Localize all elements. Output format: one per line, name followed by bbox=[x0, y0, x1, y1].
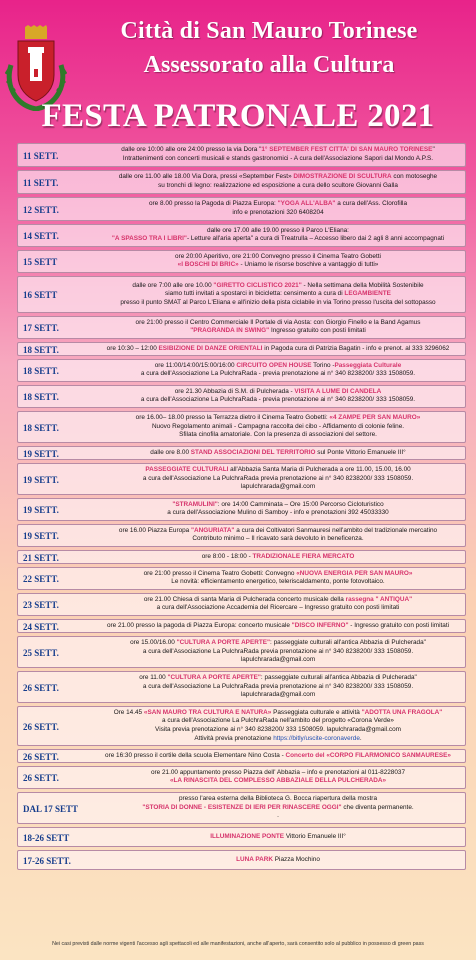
event-line bbox=[94, 200, 462, 209]
event-highlight: «I BOSCHI DI BRIC» bbox=[177, 261, 239, 269]
event-text: ore 15.00/16.00 bbox=[130, 639, 177, 647]
event-date: 21 SETT. bbox=[23, 552, 59, 563]
event-text: con motoseghe bbox=[391, 173, 438, 181]
event-text: a cura dell'Associazione Accademia del Ricercare – Ingresso gratuito con posti limitati bbox=[156, 604, 400, 612]
event-description bbox=[94, 795, 462, 821]
event-line bbox=[94, 553, 462, 562]
event-text: - Ingresso gratuito con posti limitati bbox=[348, 621, 450, 629]
event-text: ore 10:30 – 12:00 bbox=[106, 344, 159, 352]
event-row bbox=[17, 250, 466, 273]
event-date: 26 SETT. bbox=[23, 682, 59, 693]
event-line bbox=[94, 290, 462, 299]
event-description bbox=[94, 282, 462, 308]
event-row bbox=[17, 619, 466, 633]
event-description bbox=[94, 856, 462, 865]
event-text: Ingresso gratuito con posti limitati bbox=[269, 327, 366, 335]
event-text: ore 11:00/14:00/15:00/16:00 bbox=[154, 361, 237, 369]
event-row bbox=[17, 446, 466, 460]
event-text: Visita previa prenotazione ai n° 340 8238200/ 333 1508059. lapulchrarada@gmail.com bbox=[155, 725, 401, 733]
event-line bbox=[94, 173, 462, 182]
event-text: dalle ore 7:00 alle ore 10.00 bbox=[132, 281, 214, 289]
event-row bbox=[17, 463, 466, 495]
event-line bbox=[94, 535, 462, 544]
event-line bbox=[94, 227, 462, 236]
event-highlight: "ANGURIATA" bbox=[191, 526, 235, 534]
event-line bbox=[94, 777, 462, 786]
event-row bbox=[17, 359, 466, 382]
event-text: ore 21:00 presso il Centro Commerciale Il Portale di via Aosta: con Giorgio Finello e la Band Agamus bbox=[135, 318, 421, 326]
event-description bbox=[94, 388, 462, 405]
event-line bbox=[94, 735, 462, 744]
event-line bbox=[94, 726, 462, 735]
event-highlight: «SAN MAURO TRA CULTURA E NATURA» bbox=[143, 708, 272, 716]
event-text: presso l'area esterna della Biblioteca G. Bocca riapertura della mostra bbox=[178, 795, 377, 803]
event-date: 11 SETT. bbox=[23, 177, 59, 188]
event-line bbox=[94, 812, 462, 821]
event-highlight: ILLUMINAZIONE PONTE bbox=[210, 832, 285, 840]
event-line bbox=[94, 345, 462, 354]
event-date: 17 SETT. bbox=[23, 323, 59, 333]
event-line bbox=[94, 483, 462, 492]
event-row bbox=[17, 342, 466, 356]
event-line bbox=[94, 182, 462, 191]
event-text: - Uniamo le risorse boschive a vantaggio di tutti» bbox=[238, 261, 379, 269]
event-text: ore 21.00 presso la pagoda di Piazza Europa: concerto musicale bbox=[106, 621, 292, 629]
event-text: che diventa permanente. bbox=[341, 803, 414, 811]
event-line bbox=[94, 833, 462, 842]
event-description bbox=[94, 414, 462, 440]
event-text: dalle ore 17.00 alle 19.00 presso il Parco L'Eliana: bbox=[207, 226, 349, 234]
event-line bbox=[94, 319, 462, 328]
event-date: 12 SETT. bbox=[23, 204, 59, 215]
city-title: Città di San Mauro Torinese bbox=[120, 18, 418, 44]
event-text: Le novità: efficientamento energetico, teleriscaldamento, ponte fotovoltaico. bbox=[171, 578, 385, 586]
event-text: lapulchrarada@gmail.com bbox=[240, 483, 316, 491]
event-highlight: "CULTURA A PORTE APERTE" bbox=[167, 674, 261, 682]
event-line bbox=[94, 327, 462, 336]
event-row bbox=[17, 749, 466, 763]
event-text: presso il punto SMAT al Parco L'Eliana e all'inizio della pista ciclabile in via Torino presso l'uscita del sottopasso bbox=[120, 298, 436, 306]
event-description bbox=[94, 146, 462, 163]
event-row bbox=[17, 197, 466, 221]
event-text: - Nella settimana della Mobilità Sostenibile bbox=[301, 281, 424, 289]
event-date: 18 SETT. bbox=[23, 392, 59, 402]
event-text: . bbox=[359, 734, 362, 742]
event-row bbox=[17, 593, 466, 616]
event-text: ore 21.00 appuntamento presso Piazza dell' Abbazia – info e prenotazioni al 011-8228037 bbox=[150, 768, 406, 776]
event-line bbox=[94, 570, 462, 579]
event-description bbox=[94, 501, 462, 518]
event-text: in Pagoda cura di Patrizia Bagatin - info e prenot. al 333 3296062 bbox=[262, 344, 450, 352]
event-description bbox=[94, 253, 462, 270]
event-line bbox=[94, 475, 462, 484]
event-description bbox=[94, 596, 462, 613]
event-text: Vittorio Emanuele III° bbox=[284, 832, 346, 840]
event-highlight: "PRAGRANDA IN SWING" bbox=[190, 327, 270, 335]
event-description bbox=[94, 752, 462, 761]
event-line bbox=[94, 683, 462, 692]
event-description bbox=[94, 319, 462, 336]
event-text: Torino - bbox=[311, 361, 335, 369]
event-line bbox=[94, 527, 462, 536]
event-text: ore 16.00 Piazza Europa bbox=[118, 526, 192, 534]
event-line bbox=[94, 856, 462, 865]
event-text: ore 8.00 presso la Pagoda di Piazza Europa: bbox=[148, 200, 278, 208]
event-description bbox=[94, 553, 462, 562]
event-row bbox=[17, 792, 466, 824]
event-text: ore 20:00 Aperitivo, ore 21:00 Convegno presso il Cinema Teatro Gobetti bbox=[175, 252, 381, 260]
green-pass-footnote: Nei casi previsti dalle norme vigenti l'accesso agli spettacoli ed alle manifestazioni, anche all'aperto, sarà consentito solo al pubblico in possesso di green pass bbox=[52, 941, 424, 947]
event-line bbox=[94, 604, 462, 613]
event-text: siamo tutti invitati a spostarci in bicicletta: censimento a cura di bbox=[165, 290, 345, 298]
event-text: a cura dell'Associazione La PulchraRada previa prenotazione ai n° 340 8238200/ 333 1508059. bbox=[142, 474, 414, 482]
event-line bbox=[94, 674, 462, 683]
event-line bbox=[94, 501, 462, 510]
event-text: ore 16.00– 18.00 presso la Terrazza dietro il Cinema Teatro Gobetti: bbox=[135, 414, 330, 422]
event-text: Contributo minimo – Il ricavato sarà devoluto in beneficenza. bbox=[192, 535, 364, 543]
event-text: a cura dell'Associazione La PulchraRada - previa prenotazione ai n° 340 8238200/ 333 1508059. bbox=[140, 396, 416, 404]
event-text: dalle ore 10:00 alle ore 24:00 presso la via Dora " bbox=[121, 146, 262, 154]
event-date: 16 SETT bbox=[23, 290, 58, 300]
event-date: 23 SETT. bbox=[23, 600, 59, 610]
event-description bbox=[94, 833, 462, 842]
event-highlight: «LA RINASCITA DEL COMPLESSO ABBAZIALE DELLA PULCHERADA» bbox=[169, 777, 387, 785]
event-highlight: Passeggiata Culturale bbox=[334, 361, 402, 369]
event-highlight: "ADOTTA UNA FRAGOLA" bbox=[361, 708, 443, 716]
event-text: dalle ore 11.00 alle 18.00 Via Dora, pressi «September Fest» bbox=[118, 173, 294, 181]
event-line bbox=[94, 622, 462, 631]
event-line bbox=[94, 509, 462, 518]
event-text: ore 16:30 presso il cortile della scuola Elementare Nino Costa - bbox=[105, 751, 286, 759]
event-row bbox=[17, 766, 466, 789]
event-row bbox=[17, 411, 466, 443]
event-date: 19 SETT. bbox=[23, 448, 59, 459]
event-text: Passeggiata culturale e attività bbox=[271, 708, 362, 716]
event-description bbox=[94, 622, 462, 631]
event-highlight: ESIBIZIONE DI DANZE ORIENTALI bbox=[158, 344, 263, 352]
event-date: 15 SETT bbox=[23, 257, 58, 267]
event-text: : ore 14:00 Camminata – Ore 15:00 Percorso Cicloturistico bbox=[217, 500, 384, 508]
event-text: : passeggiate culturali all'antica Abbazia di Pulcherada" bbox=[270, 639, 426, 647]
event-text: Piazza Mochino bbox=[273, 855, 320, 863]
event-row bbox=[17, 550, 466, 564]
event-row bbox=[17, 224, 466, 247]
poster-header bbox=[0, 0, 476, 140]
event-line bbox=[94, 261, 462, 270]
event-highlight: rassegna " ANTIQUA" bbox=[345, 595, 413, 603]
event-text: Ore 14.45 bbox=[113, 708, 144, 716]
event-highlight: VISITA A LUME DI CANDELA bbox=[294, 387, 382, 395]
event-line bbox=[94, 431, 462, 440]
event-highlight: "STORIA DI DONNE - ESISTENZE DI IERI PER RINASCERE OGGI" bbox=[142, 803, 342, 811]
event-highlight: «4 ZAMPE PER SAN MAURO» bbox=[329, 414, 421, 422]
event-highlight: LUNA PARK bbox=[236, 855, 274, 863]
event-highlight: "GIRETTO CICLISTICO 2021" bbox=[213, 281, 302, 289]
event-line bbox=[94, 656, 462, 665]
event-date: 19 SETT. bbox=[23, 474, 59, 485]
department-title: Assessorato alla Cultura bbox=[143, 52, 395, 78]
event-highlight: "A SPASSO TRA I LIBRI" bbox=[111, 235, 187, 243]
event-text: Intrattenimenti con concerti musicali e stands gastronomici - A cura dell'Associazione Sapori dal Mondo A.P.S. bbox=[122, 154, 434, 162]
event-highlight: CIRCUITO OPEN HOUSE bbox=[236, 361, 312, 369]
event-text: ore 8:00 - 18:00 - bbox=[201, 552, 253, 560]
event-description bbox=[94, 709, 462, 743]
event-row bbox=[17, 143, 466, 167]
event-text: : passeggiate culturali all'antica Abbazia di Pulcherada" bbox=[260, 674, 417, 682]
event-line bbox=[94, 639, 462, 648]
event-description bbox=[94, 466, 462, 492]
event-row bbox=[17, 706, 466, 746]
event-date: 26 SETT. bbox=[23, 773, 59, 783]
event-description bbox=[94, 345, 462, 354]
event-text: Attività previa prenotazione bbox=[194, 734, 274, 742]
event-line bbox=[94, 146, 462, 155]
event-line bbox=[94, 155, 462, 164]
event-text: ore 21.30 Abbazia di S.M. di Pulcherada - bbox=[174, 387, 295, 395]
event-description bbox=[94, 527, 462, 544]
event-line bbox=[94, 396, 462, 405]
event-text: ore 11.00 bbox=[139, 674, 168, 682]
event-line bbox=[94, 691, 462, 700]
event-highlight: PASSEGGIATE CULTURALI bbox=[145, 466, 229, 474]
event-line bbox=[94, 795, 462, 804]
event-highlight: STAND ASSOCIAZIONI DEL TERRITORIO bbox=[190, 448, 316, 456]
festival-title: FESTA PATRONALE 2021 bbox=[41, 98, 435, 134]
event-text: su tronchi di legno: realizzazione ed esposizione a cura dello scultore Giovanni Galla bbox=[158, 181, 398, 189]
event-text: a cura dei Coltivatori Sanmauresi nell'ambito del tradizionale mercatino bbox=[234, 526, 438, 534]
event-date: 19 SETT. bbox=[23, 505, 59, 515]
event-text: a cura dell'Associazione La PulchraRada nell'ambito del progetto «Corona Verde» bbox=[162, 717, 394, 725]
event-row bbox=[17, 276, 466, 313]
event-row bbox=[17, 524, 466, 547]
event-description bbox=[94, 227, 462, 244]
event-text: a cura dell'Associazione La PulchraRada previa prenotazione ai n° 340 8238200/ 333 1508059. bbox=[142, 682, 414, 690]
event-description bbox=[94, 674, 462, 700]
event-row bbox=[17, 498, 466, 521]
event-description bbox=[94, 639, 462, 665]
event-row bbox=[17, 170, 466, 194]
event-line bbox=[94, 717, 462, 726]
event-line bbox=[94, 282, 462, 291]
event-text: a cura dell'Associazione La PulchraRada - previa prenotazione ai n° 340 8238200/ 333 1508059. bbox=[140, 370, 416, 378]
event-line bbox=[94, 235, 462, 244]
event-text: info e prenotazioni 320 6408204 bbox=[232, 208, 324, 216]
event-description bbox=[94, 200, 462, 217]
event-highlight: TRADIZIONALE FIERA MERCATO bbox=[252, 552, 355, 560]
event-line bbox=[94, 299, 462, 308]
event-date: 18 SETT. bbox=[23, 422, 59, 433]
event-date: 25 SETT. bbox=[23, 647, 59, 658]
event-description bbox=[94, 570, 462, 587]
event-text: sul Ponte Vittorio Emanuele III° bbox=[315, 448, 406, 456]
event-highlight: LEGAMBIENTE bbox=[344, 290, 391, 298]
event-highlight: 1° SEPTEMBER FEST CITTA' DI SAN MAURO TORINESE bbox=[261, 146, 433, 154]
event-date: 19 SETT. bbox=[23, 531, 59, 541]
event-row bbox=[17, 567, 466, 590]
event-line bbox=[94, 752, 462, 761]
event-text: . bbox=[277, 812, 279, 820]
event-line bbox=[94, 804, 462, 813]
event-description bbox=[94, 769, 462, 786]
event-text: lapulchrarada@gmail.com bbox=[240, 691, 316, 699]
event-date: DAL 17 SETT bbox=[23, 803, 79, 814]
event-line bbox=[94, 769, 462, 778]
event-row bbox=[17, 671, 466, 703]
event-date: 18-26 SETT bbox=[23, 832, 70, 843]
event-text: ore 21.00 Chiesa di santa Maria di Pulcherada concerto musicale della bbox=[143, 595, 346, 603]
event-date: 18 SETT. bbox=[23, 344, 59, 355]
event-text: dalle ore 8.00 bbox=[150, 448, 191, 456]
event-text: - Letture all'aria aperta" a cura di Treatrulla – Accesso libero dai 2 agli 8 anni accompagnati bbox=[186, 235, 445, 243]
event-date: 26 SETT. bbox=[23, 751, 59, 762]
event-row bbox=[17, 316, 466, 339]
event-line bbox=[94, 209, 462, 218]
event-row bbox=[17, 636, 466, 668]
event-date: 24 SETT. bbox=[23, 621, 59, 632]
event-highlight: Concerto del «CORPO FILARMONICO SANMAURESE» bbox=[285, 751, 451, 759]
event-highlight: "YOGA ALL'ALBA" bbox=[277, 200, 336, 208]
event-line bbox=[94, 466, 462, 475]
event-line bbox=[94, 449, 462, 458]
event-line bbox=[94, 423, 462, 432]
event-line bbox=[94, 709, 462, 718]
event-line bbox=[94, 414, 462, 423]
event-description bbox=[94, 449, 462, 458]
event-text: a cura dell'Associazione La PulchraRada previa prenotazione ai n° 340 8238200/ 333 1508059. bbox=[142, 647, 414, 655]
event-date: 14 SETT. bbox=[23, 231, 59, 241]
event-date: 26 SETT. bbox=[23, 721, 59, 732]
event-line bbox=[94, 370, 462, 379]
event-text: all'Abbazia Santa Maria di Pulcherada a ore 11.00, 15.00, 16.00 bbox=[228, 466, 411, 474]
event-line bbox=[94, 596, 462, 605]
event-date: 17-26 SETT. bbox=[23, 855, 71, 866]
event-list bbox=[17, 143, 466, 873]
event-text: lapulchrarada@gmail.com bbox=[240, 656, 316, 664]
event-highlight: "STRAMULINI" bbox=[172, 500, 218, 508]
event-line bbox=[94, 578, 462, 587]
event-highlight: "CULTURA A PORTE APERTE" bbox=[176, 639, 271, 647]
event-date: 22 SETT. bbox=[23, 574, 59, 584]
event-line bbox=[94, 648, 462, 657]
event-date: 18 SETT. bbox=[23, 366, 59, 376]
event-row bbox=[17, 827, 466, 847]
event-highlight: «NUOVA ENERGIA PER SAN MAURO» bbox=[296, 569, 413, 577]
event-text: a cura dell'Ass. Clorofilla bbox=[335, 200, 408, 208]
event-line bbox=[94, 253, 462, 262]
event-text: Nuovo Regolamento animali - Campagna raccolta dei cibo - Affidamento di colonie feline. bbox=[151, 422, 405, 430]
event-description bbox=[94, 362, 462, 379]
event-date: 11 SETT. bbox=[23, 150, 59, 161]
event-highlight: DIMOSTRAZIONE DI SCULTURA bbox=[293, 173, 392, 181]
event-text: Sfilata cinofila amatoriale. Con la presenza di associazioni del settore. bbox=[179, 431, 377, 439]
event-description bbox=[94, 173, 462, 190]
event-text: a cura dell'Associazione Mulino di Samboy - info e prenotazioni 392 45033330 bbox=[167, 509, 389, 517]
event-text: " bbox=[432, 146, 435, 154]
event-row bbox=[17, 385, 466, 408]
event-text: ore 21:00 presso il Cinema Teatro Gobetti: Convegno bbox=[143, 569, 297, 577]
event-link[interactable]: https://bitly/uscite-coronaverde bbox=[273, 734, 360, 742]
event-row bbox=[17, 850, 466, 870]
event-highlight: "DISCO INFERNO" bbox=[291, 621, 349, 629]
